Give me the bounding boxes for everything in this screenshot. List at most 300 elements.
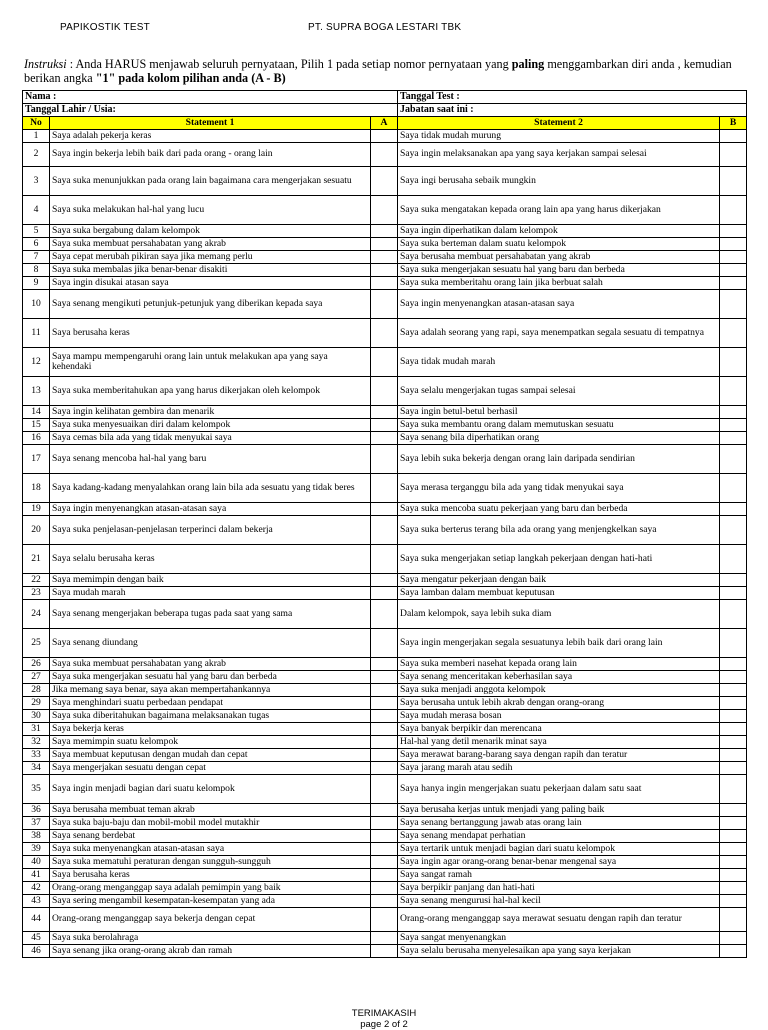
choice-b-cell[interactable] [720, 503, 747, 516]
statement-1-cell: Saya ingin disukai atasan saya [50, 277, 371, 290]
row-number: 18 [23, 474, 50, 503]
row-number: 13 [23, 377, 50, 406]
choice-a-cell[interactable] [371, 167, 398, 196]
row-number: 31 [23, 723, 50, 736]
statement-1-cell: Saya selalu berusaha keras [50, 545, 371, 574]
choice-a-cell[interactable] [371, 736, 398, 749]
row-number: 40 [23, 856, 50, 869]
choice-b-cell[interactable] [720, 419, 747, 432]
statement-1-cell: Saya berusaha keras [50, 869, 371, 882]
statement-2-cell: Saya suka mengatakan kepada orang lain apa yang harus dikerjakan [398, 196, 720, 225]
table-row [23, 882, 747, 895]
statement-1-cell: Saya suka baju-baju dan mobil-mobil model mutakhir [50, 817, 371, 830]
statement-1-cell: Saya suka membalas jika benar-benar disakiti [50, 264, 371, 277]
row-number: 21 [23, 545, 50, 574]
statement-2-cell: Saya sangat ramah [398, 869, 720, 882]
row-number: 35 [23, 775, 50, 804]
choice-b-cell[interactable] [720, 932, 747, 945]
table-row [23, 474, 747, 503]
choice-a-cell[interactable] [371, 932, 398, 945]
statement-2-cell: Dalam kelompok, saya lebih suka diam [398, 600, 720, 629]
statement-1-cell: Saya membuat keputusan dengan mudah dan cepat [50, 749, 371, 762]
choice-b-cell[interactable] [720, 143, 747, 167]
statement-2-cell: Saya ingin menyenangkan atasan-atasan saya [398, 290, 720, 319]
table-row [23, 830, 747, 843]
choice-b-cell[interactable] [720, 406, 747, 419]
table-row [23, 697, 747, 710]
choice-b-cell[interactable] [720, 574, 747, 587]
row-number: 23 [23, 587, 50, 600]
choice-b-cell[interactable] [720, 277, 747, 290]
table-row [23, 432, 747, 445]
choice-a-cell[interactable] [371, 516, 398, 545]
statement-1-cell: Saya suka membuat persahabatan yang akrab [50, 658, 371, 671]
table-row [23, 600, 747, 629]
choice-b-cell[interactable] [720, 817, 747, 830]
statement-2-cell: Saya mengatur pekerjaan dengan baik [398, 574, 720, 587]
statement-1-cell: Saya kadang-kadang menyalahkan orang lain bila ada sesuatu yang tidak beres [50, 474, 371, 503]
choice-a-cell[interactable] [371, 658, 398, 671]
row-number: 2 [23, 143, 50, 167]
choice-a-cell[interactable] [371, 830, 398, 843]
choice-b-cell[interactable] [720, 290, 747, 319]
table-row [23, 196, 747, 225]
statement-2-cell: Saya merasa terganggu bila ada yang tidak menyukai saya [398, 474, 720, 503]
statement-1-cell: Saya berusaha keras [50, 319, 371, 348]
choice-a-cell[interactable] [371, 277, 398, 290]
statement-2-cell: Saya ingin melaksanakan apa yang saya kerjakan sampai selesai [398, 143, 720, 167]
statement-1-cell: Jika memang saya benar, saya akan mempertahankannya [50, 684, 371, 697]
choice-b-cell[interactable] [720, 432, 747, 445]
choice-a-cell[interactable] [371, 474, 398, 503]
choice-a-cell[interactable] [371, 908, 398, 932]
statement-1-cell: Saya suka melakukan hal-hal yang lucu [50, 196, 371, 225]
choice-a-cell[interactable] [371, 143, 398, 167]
statement-1-cell: Saya memimpin dengan baik [50, 574, 371, 587]
statement-1-cell: Saya ingin menjadi bagian dari suatu kelompok [50, 775, 371, 804]
statement-1-cell: Saya ingin bekerja lebih baik dari pada orang - orang lain [50, 143, 371, 167]
statement-2-cell: Saya senang bila diperhatikan orang [398, 432, 720, 445]
choice-b-cell[interactable] [720, 945, 747, 958]
statement-2-cell: Saya mudah merasa bosan [398, 710, 720, 723]
statement-1-cell: Saya senang jika orang-orang akrab dan ramah [50, 945, 371, 958]
table-row [23, 319, 747, 348]
row-number: 42 [23, 882, 50, 895]
choice-b-cell[interactable] [720, 238, 747, 251]
test-title: PAPIKOSTIK TEST [60, 22, 150, 33]
table-row [23, 587, 747, 600]
birth-date-field[interactable]: Tanggal Lahir / Usia: [23, 104, 398, 117]
statement-1-cell: Saya suka memberitahukan apa yang harus dikerjakan oleh kelompok [50, 377, 371, 406]
statement-1-cell: Saya menghindari suatu perbedaan pendapat [50, 697, 371, 710]
choice-a-cell[interactable] [371, 406, 398, 419]
statement-2-cell: Saya ingin agar orang-orang benar-benar mengenal saya [398, 856, 720, 869]
choice-b-cell[interactable] [720, 629, 747, 658]
row-number: 16 [23, 432, 50, 445]
table-row [23, 377, 747, 406]
statement-2-cell: Saya selalu mengerjakan tugas sampai selesai [398, 377, 720, 406]
choice-b-cell[interactable] [720, 856, 747, 869]
row-number: 6 [23, 238, 50, 251]
page-footer [0, 1008, 768, 1030]
row-number: 32 [23, 736, 50, 749]
choice-a-cell[interactable] [371, 238, 398, 251]
choice-a-cell[interactable] [371, 290, 398, 319]
statement-2-cell: Saya berusaha untuk lebih akrab dengan orang-orang [398, 697, 720, 710]
statement-1-cell: Saya memimpin suatu kelompok [50, 736, 371, 749]
row-number: 14 [23, 406, 50, 419]
birth-row [23, 104, 747, 117]
statement-2-cell: Saya suka menjadi anggota kelompok [398, 684, 720, 697]
statement-1-cell: Saya senang berdebat [50, 830, 371, 843]
table-row [23, 856, 747, 869]
statement-table [22, 90, 747, 958]
choice-b-cell[interactable] [720, 348, 747, 377]
choice-b-cell[interactable] [720, 843, 747, 856]
table-row [23, 167, 747, 196]
choice-a-cell[interactable] [371, 895, 398, 908]
statement-1-cell: Saya suka penjelasan-penjelasan terperinci dalam bekerja [50, 516, 371, 545]
row-number: 25 [23, 629, 50, 658]
choice-a-cell[interactable] [371, 251, 398, 264]
statement-2-cell: Saya senang menceritakan keberhasilan saya [398, 671, 720, 684]
table-row [23, 130, 747, 143]
row-number: 4 [23, 196, 50, 225]
row-number: 43 [23, 895, 50, 908]
statement-2-cell: Saya ingin betul-betul berhasil [398, 406, 720, 419]
table-row [23, 225, 747, 238]
choice-a-cell[interactable] [371, 723, 398, 736]
name-field[interactable]: Nama : [23, 91, 398, 104]
statement-1-cell: Saya suka menunjukkan pada orang lain bagaimana cara mengerjakan sesuatu [50, 167, 371, 196]
statement-2-cell: Saya hanya ingin mengerjakan suatu pekerjaan dalam satu saat [398, 775, 720, 804]
row-number: 10 [23, 290, 50, 319]
table-row [23, 238, 747, 251]
choice-b-cell[interactable] [720, 658, 747, 671]
choice-b-cell[interactable] [720, 804, 747, 817]
choice-b-cell[interactable] [720, 516, 747, 545]
statement-1-cell: Saya suka diberitahukan bagaimana melaksanakan tugas [50, 710, 371, 723]
row-number: 33 [23, 749, 50, 762]
choice-a-cell[interactable] [371, 445, 398, 474]
statement-2-cell: Saya lamban dalam membuat keputusan [398, 587, 720, 600]
choice-a-cell[interactable] [371, 545, 398, 574]
choice-a-cell[interactable] [371, 856, 398, 869]
choice-b-cell[interactable] [720, 474, 747, 503]
choice-a-cell[interactable] [371, 264, 398, 277]
choice-a-cell[interactable] [371, 432, 398, 445]
choice-b-cell[interactable] [720, 762, 747, 775]
choice-a-cell[interactable] [371, 697, 398, 710]
table-row [23, 545, 747, 574]
row-number: 29 [23, 697, 50, 710]
statement-2-cell: Saya lebih suka bekerja dengan orang lain daripada sendirian [398, 445, 720, 474]
choice-b-cell[interactable] [720, 710, 747, 723]
statement-2-cell: Saya berusaha membuat persahabatan yang akrab [398, 251, 720, 264]
table-row [23, 843, 747, 856]
choice-b-cell[interactable] [720, 882, 747, 895]
statement-2-cell: Saya tidak mudah marah [398, 348, 720, 377]
row-number: 36 [23, 804, 50, 817]
statement-2-cell: Saya suka mengerjakan sesuatu hal yang baru dan berbeda [398, 264, 720, 277]
statement-1-cell: Saya mampu mempengaruhi orang lain untuk melakukan apa yang saya kehendaki [50, 348, 371, 377]
choice-b-cell[interactable] [720, 167, 747, 196]
choice-a-cell[interactable] [371, 574, 398, 587]
statement-2-cell: Saya adalah seorang yang rapi, saya menempatkan segala sesuatu di tempatnya [398, 319, 720, 348]
row-number: 12 [23, 348, 50, 377]
statement-1-cell: Saya ingin menyenangkan atasan-atasan saya [50, 503, 371, 516]
statement-1-cell: Saya bekerja keras [50, 723, 371, 736]
instruction-text [24, 58, 746, 85]
choice-a-cell[interactable] [371, 348, 398, 377]
choice-b-cell[interactable] [720, 749, 747, 762]
choice-b-cell[interactable] [720, 684, 747, 697]
statement-2-cell: Saya suka berteman dalam suatu kelompok [398, 238, 720, 251]
col-header-no: No [23, 117, 50, 130]
choice-b-cell[interactable] [720, 600, 747, 629]
statement-1-cell: Saya suka berolahraga [50, 932, 371, 945]
table-row [23, 671, 747, 684]
choice-a-cell[interactable] [371, 196, 398, 225]
choice-a-cell[interactable] [371, 882, 398, 895]
choice-a-cell[interactable] [371, 749, 398, 762]
row-number: 20 [23, 516, 50, 545]
choice-b-cell[interactable] [720, 869, 747, 882]
table-row [23, 516, 747, 545]
statement-1-cell: Saya ingin kelihatan gembira dan menarik [50, 406, 371, 419]
choice-b-cell[interactable] [720, 264, 747, 277]
table-row [23, 277, 747, 290]
statement-1-cell: Saya senang mengerjakan beberapa tugas pada saat yang sama [50, 600, 371, 629]
choice-a-cell[interactable] [371, 130, 398, 143]
choice-a-cell[interactable] [371, 587, 398, 600]
choice-b-cell[interactable] [720, 830, 747, 843]
statement-1-cell: Orang-orang menganggap saya adalah pemimpin yang baik [50, 882, 371, 895]
row-number: 17 [23, 445, 50, 474]
choice-b-cell[interactable] [720, 319, 747, 348]
instruction-bold-tail: "1" pada kolom pilihan anda (A - B) [95, 70, 286, 85]
choice-a-cell[interactable] [371, 684, 398, 697]
col-header-a: A [371, 117, 398, 130]
table-row [23, 895, 747, 908]
statement-1-cell: Saya cemas bila ada yang tidak menyukai saya [50, 432, 371, 445]
choice-b-cell[interactable] [720, 908, 747, 932]
table-row [23, 348, 747, 377]
table-row [23, 419, 747, 432]
choice-a-cell[interactable] [371, 762, 398, 775]
thanks-text: TERIMAKASIH [351, 1008, 417, 1019]
statement-1-cell: Saya sering mengambil kesempatan-kesempatan yang ada [50, 895, 371, 908]
choice-b-cell[interactable] [720, 445, 747, 474]
table-row [23, 445, 747, 474]
row-number: 8 [23, 264, 50, 277]
statement-2-cell: Saya suka memberi nasehat kepada orang lain [398, 658, 720, 671]
choice-a-cell[interactable] [371, 817, 398, 830]
choice-b-cell[interactable] [720, 723, 747, 736]
choice-b-cell[interactable] [720, 377, 747, 406]
statement-1-cell: Saya cepat merubah pikiran saya jika memang perlu [50, 251, 371, 264]
statement-2-cell: Saya ingi berusaha sebaik mungkin [398, 167, 720, 196]
choice-a-cell[interactable] [371, 869, 398, 882]
choice-a-cell[interactable] [371, 319, 398, 348]
table-row [23, 406, 747, 419]
instruction-label: Instruksi [24, 57, 67, 71]
position-field[interactable]: Jabatan saat ini : [398, 104, 747, 117]
statement-2-cell: Saya jarang marah atau sedih [398, 762, 720, 775]
row-number: 1 [23, 130, 50, 143]
choice-b-cell[interactable] [720, 587, 747, 600]
statement-2-cell: Saya senang bertanggung jawab atas orang lain [398, 817, 720, 830]
row-number: 26 [23, 658, 50, 671]
choice-a-cell[interactable] [371, 377, 398, 406]
statement-2-cell: Saya tidak mudah murung [398, 130, 720, 143]
row-number: 9 [23, 277, 50, 290]
statement-2-cell: Saya suka mengerjakan setiap langkah pekerjaan dengan hati-hati [398, 545, 720, 574]
choice-b-cell[interactable] [720, 736, 747, 749]
col-header-statement1: Statement 1 [50, 117, 371, 130]
statement-2-cell: Saya sangat menyenangkan [398, 932, 720, 945]
row-number: 46 [23, 945, 50, 958]
choice-a-cell[interactable] [371, 945, 398, 958]
row-number: 30 [23, 710, 50, 723]
row-number: 15 [23, 419, 50, 432]
table-row [23, 723, 747, 736]
table-row [23, 749, 747, 762]
instruction-bold-word: paling [511, 57, 545, 71]
table-row [23, 710, 747, 723]
statement-2-cell: Hal-hal yang detil menarik minat saya [398, 736, 720, 749]
company-name: PT. SUPRA BOGA LESTARI TBK [308, 22, 462, 33]
statement-1-cell: Saya suka mematuhi peraturan dengan sungguh-sungguh [50, 856, 371, 869]
table-row [23, 251, 747, 264]
statement-1-cell: Orang-orang menganggap saya bekerja dengan cepat [50, 908, 371, 932]
choice-a-cell[interactable] [371, 775, 398, 804]
statement-2-cell: Saya suka memberitahu orang lain jika berbuat salah [398, 277, 720, 290]
choice-a-cell[interactable] [371, 503, 398, 516]
row-number: 37 [23, 817, 50, 830]
statement-1-cell: Saya senang mencoba hal-hal yang baru [50, 445, 371, 474]
table-row [23, 684, 747, 697]
name-row [23, 91, 747, 104]
statement-2-cell: Saya berpikir panjang dan hati-hati [398, 882, 720, 895]
row-number: 11 [23, 319, 50, 348]
choice-b-cell[interactable] [720, 895, 747, 908]
choice-a-cell[interactable] [371, 629, 398, 658]
choice-a-cell[interactable] [371, 843, 398, 856]
row-number: 41 [23, 869, 50, 882]
row-number: 24 [23, 600, 50, 629]
row-number: 44 [23, 908, 50, 932]
row-number: 3 [23, 167, 50, 196]
row-number: 19 [23, 503, 50, 516]
row-number: 28 [23, 684, 50, 697]
table-row [23, 775, 747, 804]
test-date-field[interactable]: Tanggal Test : [398, 91, 747, 104]
table-row [23, 762, 747, 775]
row-number: 38 [23, 830, 50, 843]
row-number: 5 [23, 225, 50, 238]
row-number: 22 [23, 574, 50, 587]
row-number: 7 [23, 251, 50, 264]
statement-2-cell: Saya berusaha kerjas untuk menjadi yang paling baik [398, 804, 720, 817]
statement-2-cell: Saya tertarik untuk menjadi bagian dari suatu kelompok [398, 843, 720, 856]
choice-b-cell[interactable] [720, 225, 747, 238]
table-row [23, 143, 747, 167]
statement-2-cell: Saya selalu berusaha menyelesaikan apa yang saya kerjakan [398, 945, 720, 958]
table-row [23, 817, 747, 830]
table-row [23, 869, 747, 882]
column-header-row [23, 117, 747, 130]
col-header-statement2: Statement 2 [398, 117, 720, 130]
choice-a-cell[interactable] [371, 600, 398, 629]
statement-1-cell: Saya berusaha membuat teman akrab [50, 804, 371, 817]
choice-a-cell[interactable] [371, 671, 398, 684]
choice-b-cell[interactable] [720, 775, 747, 804]
statement-1-cell: Saya mudah marah [50, 587, 371, 600]
statement-2-cell: Saya merawat barang-barang saya dengan rapih dan teratur [398, 749, 720, 762]
choice-a-cell[interactable] [371, 710, 398, 723]
table-row [23, 574, 747, 587]
table-row [23, 804, 747, 817]
choice-b-cell[interactable] [720, 196, 747, 225]
table-row [23, 908, 747, 932]
statement-1-cell: Saya suka menyenangkan atasan-atasan saya [50, 843, 371, 856]
row-number: 27 [23, 671, 50, 684]
statement-2-cell: Saya senang mendapat perhatian [398, 830, 720, 843]
col-header-b: B [720, 117, 747, 130]
statement-1-cell: Saya suka bergabung dalam kelompok [50, 225, 371, 238]
table-row [23, 629, 747, 658]
statement-1-cell: Saya senang mengikuti petunjuk-petunjuk yang diberikan kepada saya [50, 290, 371, 319]
table-row [23, 264, 747, 277]
table-row [23, 503, 747, 516]
choice-a-cell[interactable] [371, 225, 398, 238]
statement-1-cell: Saya suka menyesuaikan diri dalam kelompok [50, 419, 371, 432]
choice-a-cell[interactable] [371, 804, 398, 817]
statement-2-cell: Saya suka berterus terang bila ada orang yang menjengkelkan saya [398, 516, 720, 545]
instruction-part1: : Anda HARUS menjawab seluruh pernyataan, Pilih 1 pada setiap nomor pernyataan yang [66, 57, 512, 71]
statement-2-cell: Saya senang mengurusi hal-hal kecil [398, 895, 720, 908]
table-row [23, 945, 747, 958]
statement-2-cell: Saya ingin mengerjakan segala sesuatunya lebih baik dari orang lain [398, 629, 720, 658]
table-row [23, 658, 747, 671]
statement-1-cell: Saya suka membuat persahabatan yang akrab [50, 238, 371, 251]
statement-1-cell: Saya senang diundang [50, 629, 371, 658]
choice-a-cell[interactable] [371, 419, 398, 432]
row-number: 45 [23, 932, 50, 945]
table-row [23, 932, 747, 945]
row-number: 39 [23, 843, 50, 856]
statement-2-cell: Saya banyak berpikir dan merencana [398, 723, 720, 736]
row-number: 34 [23, 762, 50, 775]
table-row [23, 290, 747, 319]
statement-2-cell: Saya suka mencoba suatu pekerjaan yang baru dan berbeda [398, 503, 720, 516]
statement-2-cell: Saya ingin diperhatikan dalam kelompok [398, 225, 720, 238]
statement-1-cell: Saya adalah pekerja keras [50, 130, 371, 143]
choice-b-cell[interactable] [720, 251, 747, 264]
statement-2-cell: Saya suka membantu orang dalam memutuskan sesuatu [398, 419, 720, 432]
choice-b-cell[interactable] [720, 130, 747, 143]
page-number: page 2 of 2 [360, 1019, 408, 1030]
statement-1-cell: Saya mengerjakan sesuatu dengan cepat [50, 762, 371, 775]
statement-2-cell: Orang-orang menganggap saya merawat sesuatu dengan rapih dan teratur [398, 908, 720, 932]
choice-b-cell[interactable] [720, 671, 747, 684]
statement-1-cell: Saya suka mengerjakan sesuatu hal yang baru dan berbeda [50, 671, 371, 684]
choice-b-cell[interactable] [720, 545, 747, 574]
choice-b-cell[interactable] [720, 697, 747, 710]
instruction-part2: menggambarkan diri anda , kemudian berikan angka [24, 57, 732, 85]
table-row [23, 736, 747, 749]
